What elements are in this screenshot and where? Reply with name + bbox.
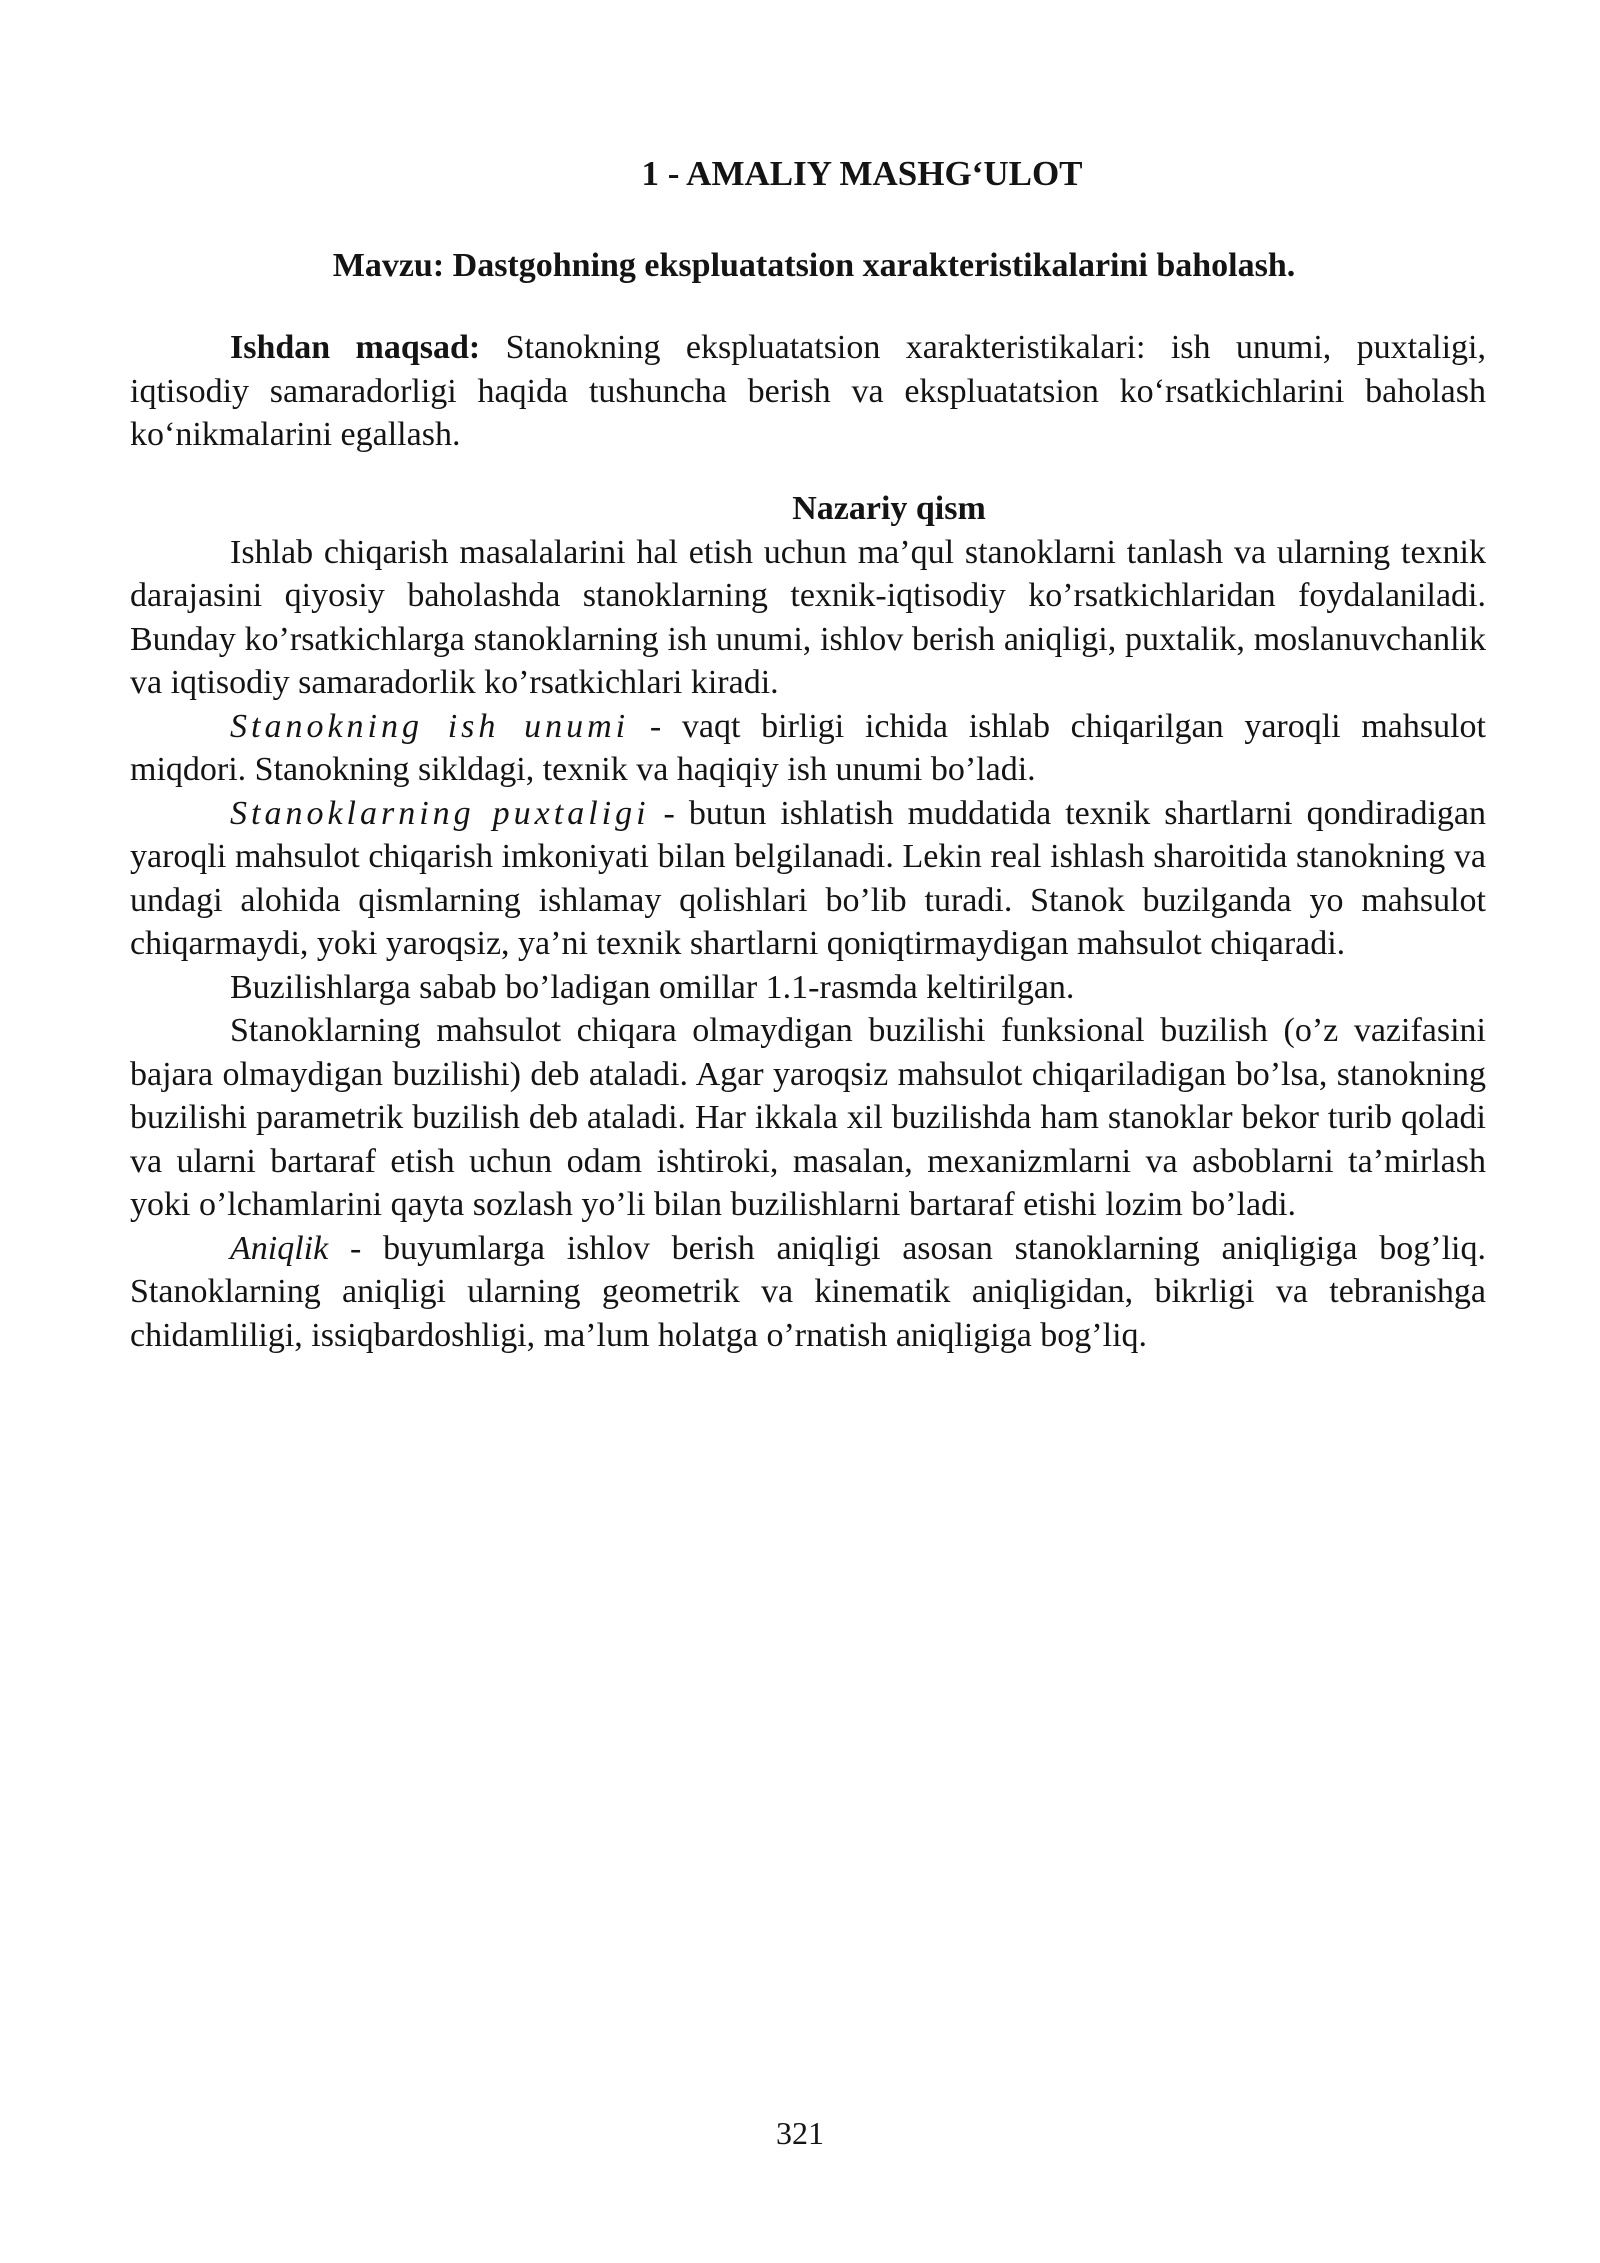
paragraph-5: Stanoklarning mahsulot chiqara olmaydigan buzilishi funksional buzilish (o’z vazifasini bajara olmaydigan buzilishi) deb ataladi. Agar yaroqsiz mahsulot chiqariladigan bo’lsa, stanokning buzilishi parametrik buzilish deb ataladi. Har ikkala xil buzilishda ham stanoklar bekor turib qoladi va ularni bartaraf etish uchun odam ishtiroki, masalan, mexanizmlarni va asboblarni ta’mirlash yoki o’lchamlarini qayta sozlash yo’li bilan buzilishlarni bartaraf etishi lozim bo’ladi. <box>130 1012 1486 1223</box>
paragraph-1: Ishlab chiqarish masalalarini hal etish uchun ma’qul stanoklarni tanlash va ularning texnik darajasini qiyosiy baholashda stanoklarning texnik-iqtisodiy ko’rsatkichlaridan foydalaniladi. Bunday ko’rsatkichlarga stanoklarning ish unumi, ishlov berish aniqligi, puxtalik, moslanuvchanlik va iqtisodiy samaradorlik ko’rsatkichlari kiradi. <box>130 533 1486 701</box>
topic-heading: Mavzu: Dastgohning ekspluatatsion xarakteristikalarini baholash. <box>332 247 1296 284</box>
paragraph-3 <box>130 792 1486 966</box>
paragraph-2 <box>130 705 1486 792</box>
paragraph-2-text: - vaqt birligi ichida ishlab chiqarilgan yaroqli mahsulot miqdori. Stanokning sikldagi, texnik va haqiqiy ish unumi bo’ladi. <box>130 707 1487 788</box>
term-aniqlik: Aniqlik <box>230 1229 329 1267</box>
paragraph-3-text: - butun ishlatish muddatida texnik shartlarni qondiradigan yaroqli mahsulot chiqarish imkoniyati bilan belgilanadi. Lekin real ishlash sharoitida stanokning va undagi alohida qismlarning ishlamay qolishlari bo’lib turadi. Stanok buzilganda yo mahsulot chiqarmaydi, yoki yaroqsiz, ya’ni texnik shartlarni qoniqtirmaydigan mahsulot chiqaradi. <box>130 794 1486 962</box>
document-page <box>130 150 1486 1357</box>
term-puxtaligi: Stanoklarning puxtaligi <box>230 794 650 832</box>
section-title: Nazariy qism <box>792 489 986 527</box>
page-title: 1 - AMALIY MASHG‘ULOT <box>641 154 1083 193</box>
paragraph-6 <box>130 1227 1486 1358</box>
goal-text: Stanokning ekspluatatsion xarakteristikalari: ish unumi, puxtaligi, iqtisodiy samaradorligi haqida tushuncha berish va ekspluatatsion ko‘rsatkichlarini baholash ko‘nikmalarini egallash. <box>130 329 1487 453</box>
goal-paragraph <box>130 326 1486 457</box>
page-number: 321 <box>776 2115 824 2151</box>
paragraph-6-text: - buyumlarga ishlov berish aniqligi asosan stanoklarning aniqligiga bog’liq. Stanoklarning aniqligi ularning geometrik va kinematik aniqligidan, bikrligi va tebranishga chidamliligi, issiqbardoshligi, ma’lum holatga o’rnatish aniqligiga bog’liq. <box>130 1229 1486 1354</box>
paragraph-4: Buzilishlarga sabab bo’ladigan omillar 1.1-rasmda keltirilgan. <box>230 968 1075 1006</box>
goal-label: Ishdan maqsad: <box>230 329 481 366</box>
term-ish-unumi: Stanokning ish unumi <box>230 707 630 745</box>
